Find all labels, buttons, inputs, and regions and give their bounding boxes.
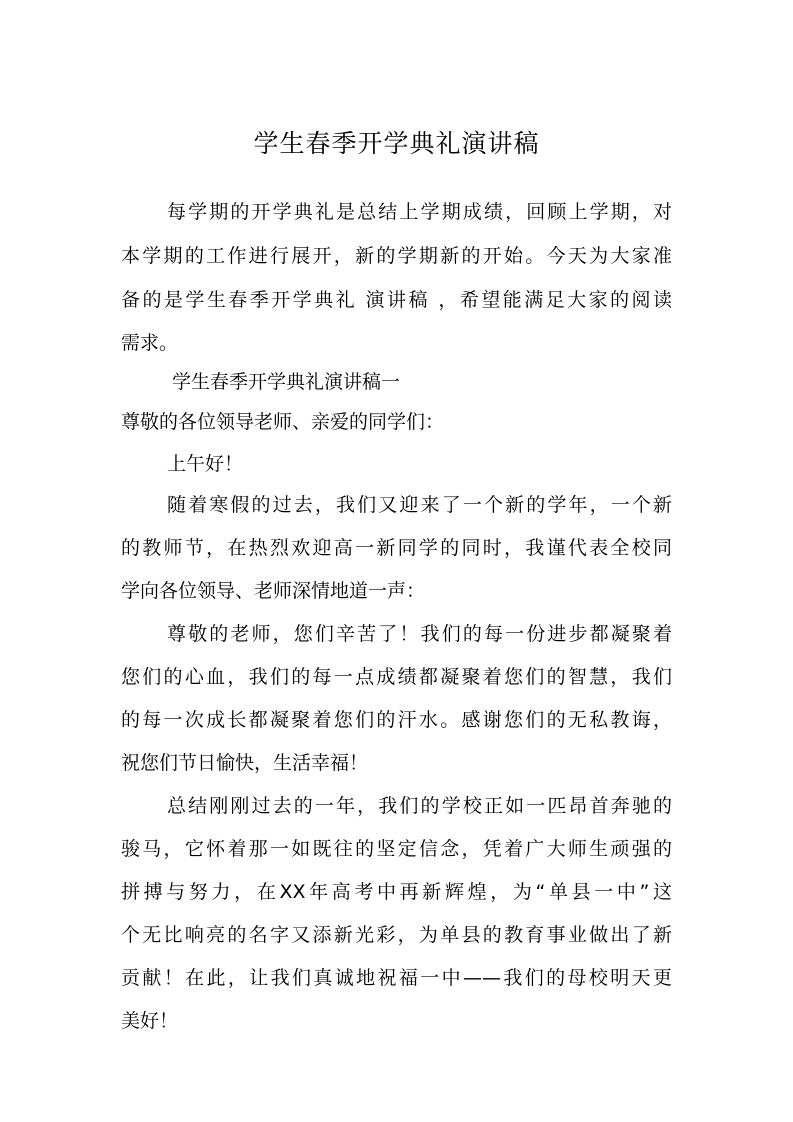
- paragraph-line: 个无比响亮的名字又添新光彩，为单县的教育事业做出了新: [121, 924, 672, 946]
- paragraph-line: 祝您们节日愉快，生活幸福！: [121, 752, 369, 774]
- paragraph-line: 备的是学生春季开学典礼 演讲稿 ，希望能满足大家的阅读: [121, 289, 672, 311]
- section-heading: 学生春季开学典礼演讲稿一: [172, 371, 401, 393]
- paragraph-line: 拼搏与努力，在XX年高考中再新辉煌，为“单县一中”这: [121, 881, 672, 903]
- paragraph-line: 每学期的开学典礼是总结上学期成绩，回顾上学期，对: [167, 201, 672, 223]
- paragraph-line: 总结刚刚过去的一年，我们的学校正如一匹昂首奔驰的: [167, 795, 672, 817]
- paragraph-line: 需求。: [121, 332, 179, 354]
- paragraph-line: 您们的心血，我们的每一点成绩都凝聚着您们的智慧，我们: [121, 666, 672, 688]
- paragraph-line: 贡献！在此，让我们真诚地祝福一中——我们的母校明天更: [121, 967, 672, 989]
- paragraph-line: 随着寒假的过去，我们又迎来了一个新的学年，一个新: [167, 494, 672, 516]
- paragraph-line: 骏马，它怀着那一如既往的坚定信念，凭着广大师生顽强的: [121, 838, 672, 860]
- greeting: 上午好！: [167, 453, 244, 475]
- paragraph-line: 的教师节，在热烈欢迎高一新同学的同时，我谨代表全校同: [121, 537, 672, 559]
- paragraph-line: 美好！: [121, 1010, 179, 1032]
- paragraph-line: 的每一次成长都凝聚着您们的汗水。感谢您们的无私教诲，: [121, 709, 672, 731]
- paragraph-line: 本学期的工作进行展开，新的学期新的开始。今天为大家准: [121, 245, 672, 267]
- document-title: 学生春季开学典礼演讲稿: [253, 129, 540, 158]
- paragraph-line: 学向各位领导、老师深情地道一声：: [121, 580, 426, 602]
- salutation: 尊敬的各位领导老师、亲爱的同学们：: [121, 411, 445, 433]
- paragraph-line: 尊敬的老师，您们辛苦了！我们的每一份进步都凝聚着: [167, 623, 672, 645]
